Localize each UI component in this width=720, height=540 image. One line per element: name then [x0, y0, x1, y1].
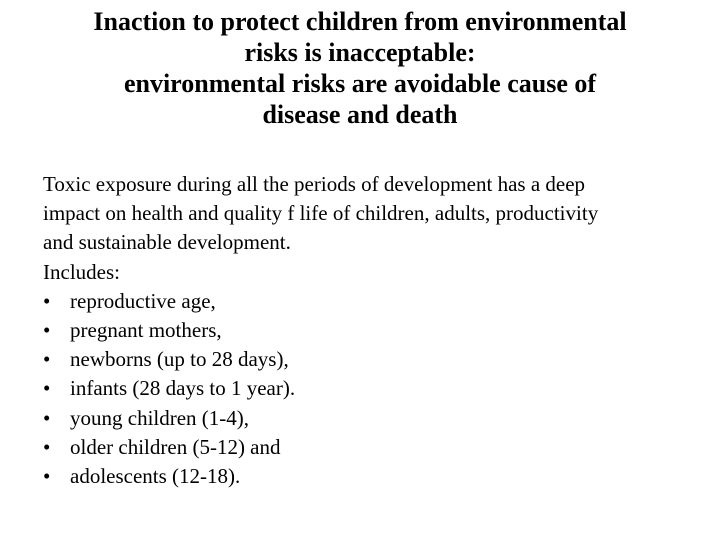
bullet-marker: • — [43, 405, 51, 430]
slide-title — [30, 6, 690, 130]
paragraph-line: and sustainable development. — [43, 230, 291, 255]
bullet-list — [43, 287, 708, 491]
includes-label: Includes: — [43, 259, 120, 284]
bullet-marker: • — [43, 376, 51, 401]
bullet-marker: • — [43, 464, 51, 489]
list-item — [43, 287, 708, 316]
list-item — [43, 433, 708, 462]
title-line: disease and death — [262, 100, 458, 129]
list-item — [43, 374, 708, 403]
bullet-marker: • — [43, 347, 51, 372]
slide-body — [43, 170, 708, 491]
list-item — [43, 404, 708, 433]
bullet-marker: • — [43, 318, 51, 343]
list-item-text: young children (1-4), — [70, 405, 250, 430]
paragraph-line: impact on health and quality f life of children, adults, productivity — [43, 201, 599, 226]
paragraph-line: Toxic exposure during all the periods of development has a deep — [43, 172, 586, 196]
title-line: environmental risks are avoidable cause of — [123, 69, 597, 98]
list-item — [43, 345, 708, 374]
list-item-text: reproductive age, — [70, 288, 216, 313]
title-line: Inaction to protect children from environmental — [93, 7, 627, 36]
list-item-text: older children (5-12) and — [70, 434, 281, 459]
bullet-marker: • — [43, 288, 51, 313]
list-item-text: infants (28 days to 1 year). — [70, 376, 296, 401]
list-item-text: adolescents (12-18). — [70, 464, 241, 489]
intro-paragraph — [43, 170, 708, 258]
list-item — [43, 316, 708, 345]
list-item-text: pregnant mothers, — [70, 318, 222, 343]
list-item-text: newborns (up to 28 days), — [70, 347, 289, 372]
list-item — [43, 462, 708, 491]
bullet-marker: • — [43, 434, 51, 459]
title-line: risks is inacceptable: — [244, 38, 476, 67]
